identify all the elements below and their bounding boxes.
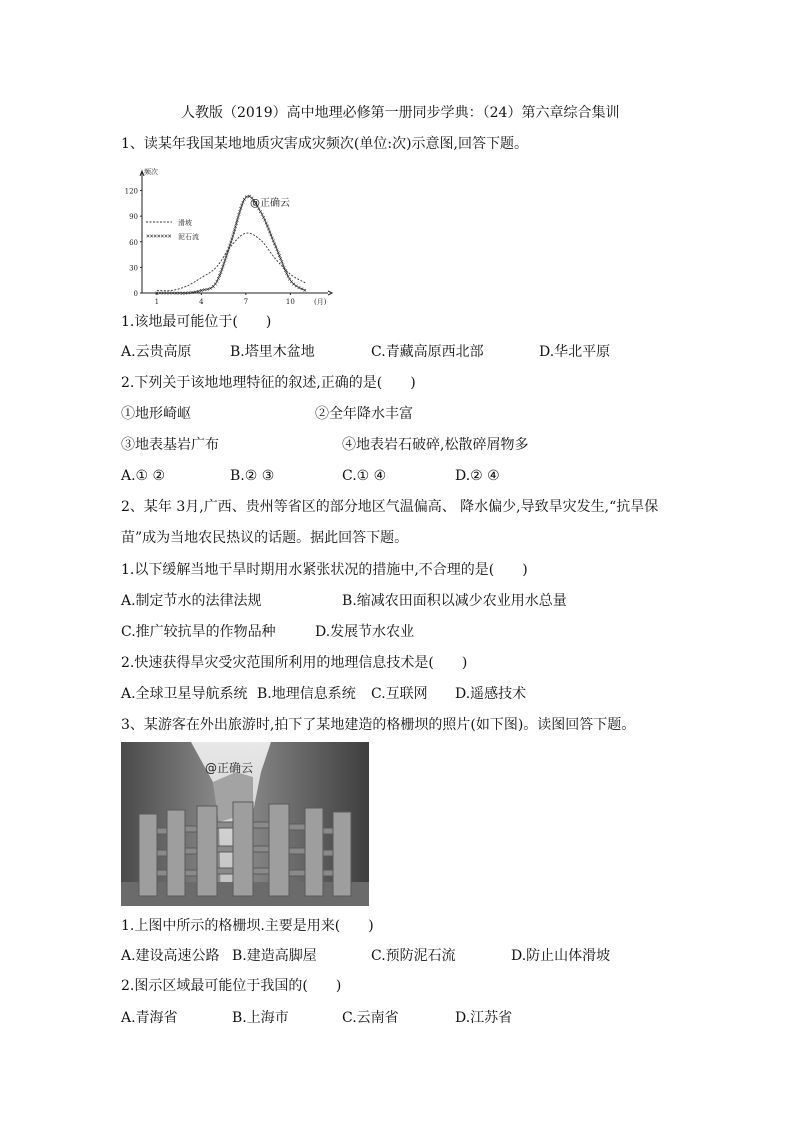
q1-sub2-option-a[interactable]: A.① ② xyxy=(121,468,166,484)
debris-flow-marker xyxy=(277,251,280,254)
legend-swatch-debris-flow xyxy=(150,235,153,238)
chart-labels xyxy=(125,167,327,305)
x-axis-label: (月) xyxy=(314,298,327,305)
disaster-frequency-chart xyxy=(120,160,335,305)
debris-flow-marker xyxy=(212,285,215,288)
q2-sub1-option-a[interactable]: A.制定节水的法律法规 xyxy=(121,593,262,609)
legend-swatch-debris-flow xyxy=(161,235,164,238)
q1-feature-2: ②全年降水丰富 xyxy=(315,406,413,422)
debris-flow-marker xyxy=(304,289,307,292)
debris-flow-marker xyxy=(267,228,270,231)
q2-sub2-option-d[interactable]: D.遥感技术 xyxy=(455,686,527,702)
q3-sub2-option-a[interactable]: A.青海省 xyxy=(121,1010,178,1026)
debris-flow-marker xyxy=(245,196,248,199)
debris-flow-marker xyxy=(216,280,219,283)
y-tick-label: 120 xyxy=(124,187,138,196)
series-line-debris-flow xyxy=(157,196,305,293)
debris-flow-marker xyxy=(272,240,275,243)
chart-series xyxy=(156,195,307,294)
x-tick-label: 10 xyxy=(285,298,295,305)
q3-sub1-question: 1.上图中所示的格栅坝.主要是用来( ) xyxy=(121,918,374,934)
legend-swatch-debris-flow xyxy=(147,235,150,238)
y-tick-label: 60 xyxy=(129,238,138,247)
q1-sub2-option-b[interactable]: B.② ③ xyxy=(230,468,275,484)
q2-stem-line2: 苗”成为当地农民热议的话题。据此回答下题。 xyxy=(121,530,409,546)
q1-sub1-option-c[interactable]: C.青藏高原西北部 xyxy=(371,344,484,360)
debris-flow-marker xyxy=(270,234,273,237)
debris-flow-marker xyxy=(292,283,295,286)
x-tick-label: 1 xyxy=(154,298,160,305)
q1-sub1-question: 1.该地最可能位于( ) xyxy=(121,314,272,330)
debris-flow-marker xyxy=(261,213,264,216)
q3-sub1-option-d[interactable]: D.防止山体滑坡 xyxy=(511,948,611,964)
photo-watermark: @正确云 xyxy=(205,761,254,775)
q1-stem: 1、读某年我国某地地质灾害成灾频次(单位:次)示意图,回答下题。 xyxy=(121,136,528,152)
debris-flow-marker xyxy=(271,237,274,240)
chart-watermark: @正确云 xyxy=(250,198,290,209)
debris-flow-marker xyxy=(264,219,267,222)
legend-label-landslide: 滑坡 xyxy=(178,219,192,227)
q1-sub1-option-d[interactable]: D.华北平原 xyxy=(539,344,611,360)
debris-flow-marker xyxy=(259,210,262,213)
x-tick-label: 7 xyxy=(243,298,249,305)
legend-swatch-debris-flow xyxy=(165,235,168,238)
q1-sub2-question: 2.下列关于该地地理特征的叙述,正确的是( ) xyxy=(121,375,416,391)
q3-sub2-option-c[interactable]: C.云南省 xyxy=(342,1010,399,1026)
debris-flow-marker xyxy=(282,263,285,266)
debris-flow-marker xyxy=(278,254,281,257)
q2-sub2-option-c[interactable]: C.互联网 xyxy=(371,686,428,702)
debris-flow-marker xyxy=(285,272,288,275)
x-axis-arrow xyxy=(328,291,332,295)
q3-sub1-option-c[interactable]: C.预防泥石流 xyxy=(371,948,456,964)
y-tick-label: 0 xyxy=(133,290,138,298)
debris-flow-marker xyxy=(301,288,304,291)
chart-axes xyxy=(140,171,332,295)
q3-sub1-option-a[interactable]: A.建设高速公路 xyxy=(121,948,220,964)
q2-sub2-question: 2.快速获得旱灾受灾范围所利用的地理信息技术是( ) xyxy=(121,655,468,671)
q2-stem-line1: 2、某年 3月,广西、贵州等省区的部分地区气温偏高、 降水偏少,导致旱灾发生,“抗旱保 xyxy=(121,499,659,515)
legend-swatch-debris-flow xyxy=(168,235,171,238)
debris-flow-marker xyxy=(266,225,269,228)
legend-swatch-debris-flow xyxy=(158,235,161,238)
y-axis-label: 频次 xyxy=(144,168,158,176)
q2-sub2-option-a[interactable]: A.全球卫星导航系统 xyxy=(121,686,248,702)
debris-flow-marker xyxy=(273,243,276,246)
debris-flow-marker xyxy=(295,285,298,288)
debris-flow-marker xyxy=(262,216,265,219)
q1-feature-3: ③地表基岩广布 xyxy=(121,437,219,453)
debris-flow-marker xyxy=(287,275,290,278)
document-title: 人教版（2019）高中地理必修第一册同步学典：（24）第六章综合集训 xyxy=(181,105,620,121)
debris-flow-marker xyxy=(275,245,278,248)
debris-flow-marker xyxy=(288,278,291,281)
q1-feature-4: ④地表岩石破碎,松散碎屑物多 xyxy=(342,437,529,453)
debris-flow-marker xyxy=(214,283,217,286)
q3-sub2-option-b[interactable]: B.上海市 xyxy=(232,1010,289,1026)
q1-feature-1: ①地形崎岖 xyxy=(121,406,191,422)
debris-flow-marker xyxy=(276,248,279,251)
debris-flow-marker xyxy=(209,287,212,290)
legend-swatch-debris-flow xyxy=(154,235,157,238)
q2-sub1-option-d[interactable]: D.发展节水农业 xyxy=(315,624,415,640)
q1-sub2-option-c[interactable]: C.① ④ xyxy=(342,468,387,484)
debris-flow-marker xyxy=(265,222,268,225)
debris-flow-marker xyxy=(280,260,283,263)
q2-sub1-option-c[interactable]: C.推广较抗旱的作物品种 xyxy=(121,624,276,640)
debris-flow-marker xyxy=(268,231,271,234)
q1-sub2-option-d[interactable]: D.② ④ xyxy=(455,468,500,484)
x-tick-label: 4 xyxy=(199,298,204,305)
q3-sub1-option-b[interactable]: B.建造高脚屋 xyxy=(232,948,317,964)
q3-sub2-question: 2.图示区域最可能位于我国的( ) xyxy=(121,978,342,994)
q2-sub2-option-b[interactable]: B.地理信息系统 xyxy=(257,686,356,702)
debris-flow-marker xyxy=(279,257,282,260)
q3-sub2-option-d[interactable]: D.江苏省 xyxy=(455,1010,513,1026)
legend-label-debris-flow: 泥石流 xyxy=(178,233,199,241)
grid-dam-photo xyxy=(121,742,369,906)
y-tick-label: 30 xyxy=(129,264,138,273)
debris-flow-marker xyxy=(243,198,246,201)
q1-sub1-option-a[interactable]: A.云贵高原 xyxy=(121,344,192,360)
y-tick-label: 90 xyxy=(129,213,138,222)
q2-sub1-option-b[interactable]: B.缩减农田面积以减少农业用水总量 xyxy=(342,593,567,609)
q1-sub1-option-b[interactable]: B.塔里木盆地 xyxy=(230,344,315,360)
q3-stem: 3、某游客在外出旅游时,拍下了某地建造的格栅坝的照片(如下图)。读图回答下题。 xyxy=(121,717,636,733)
debris-flow-marker xyxy=(290,280,293,283)
debris-flow-marker xyxy=(298,286,301,289)
q2-sub1-question: 1.以下缓解当地干旱时期用水紧张状况的措施中,不合理的是( ) xyxy=(121,562,528,578)
